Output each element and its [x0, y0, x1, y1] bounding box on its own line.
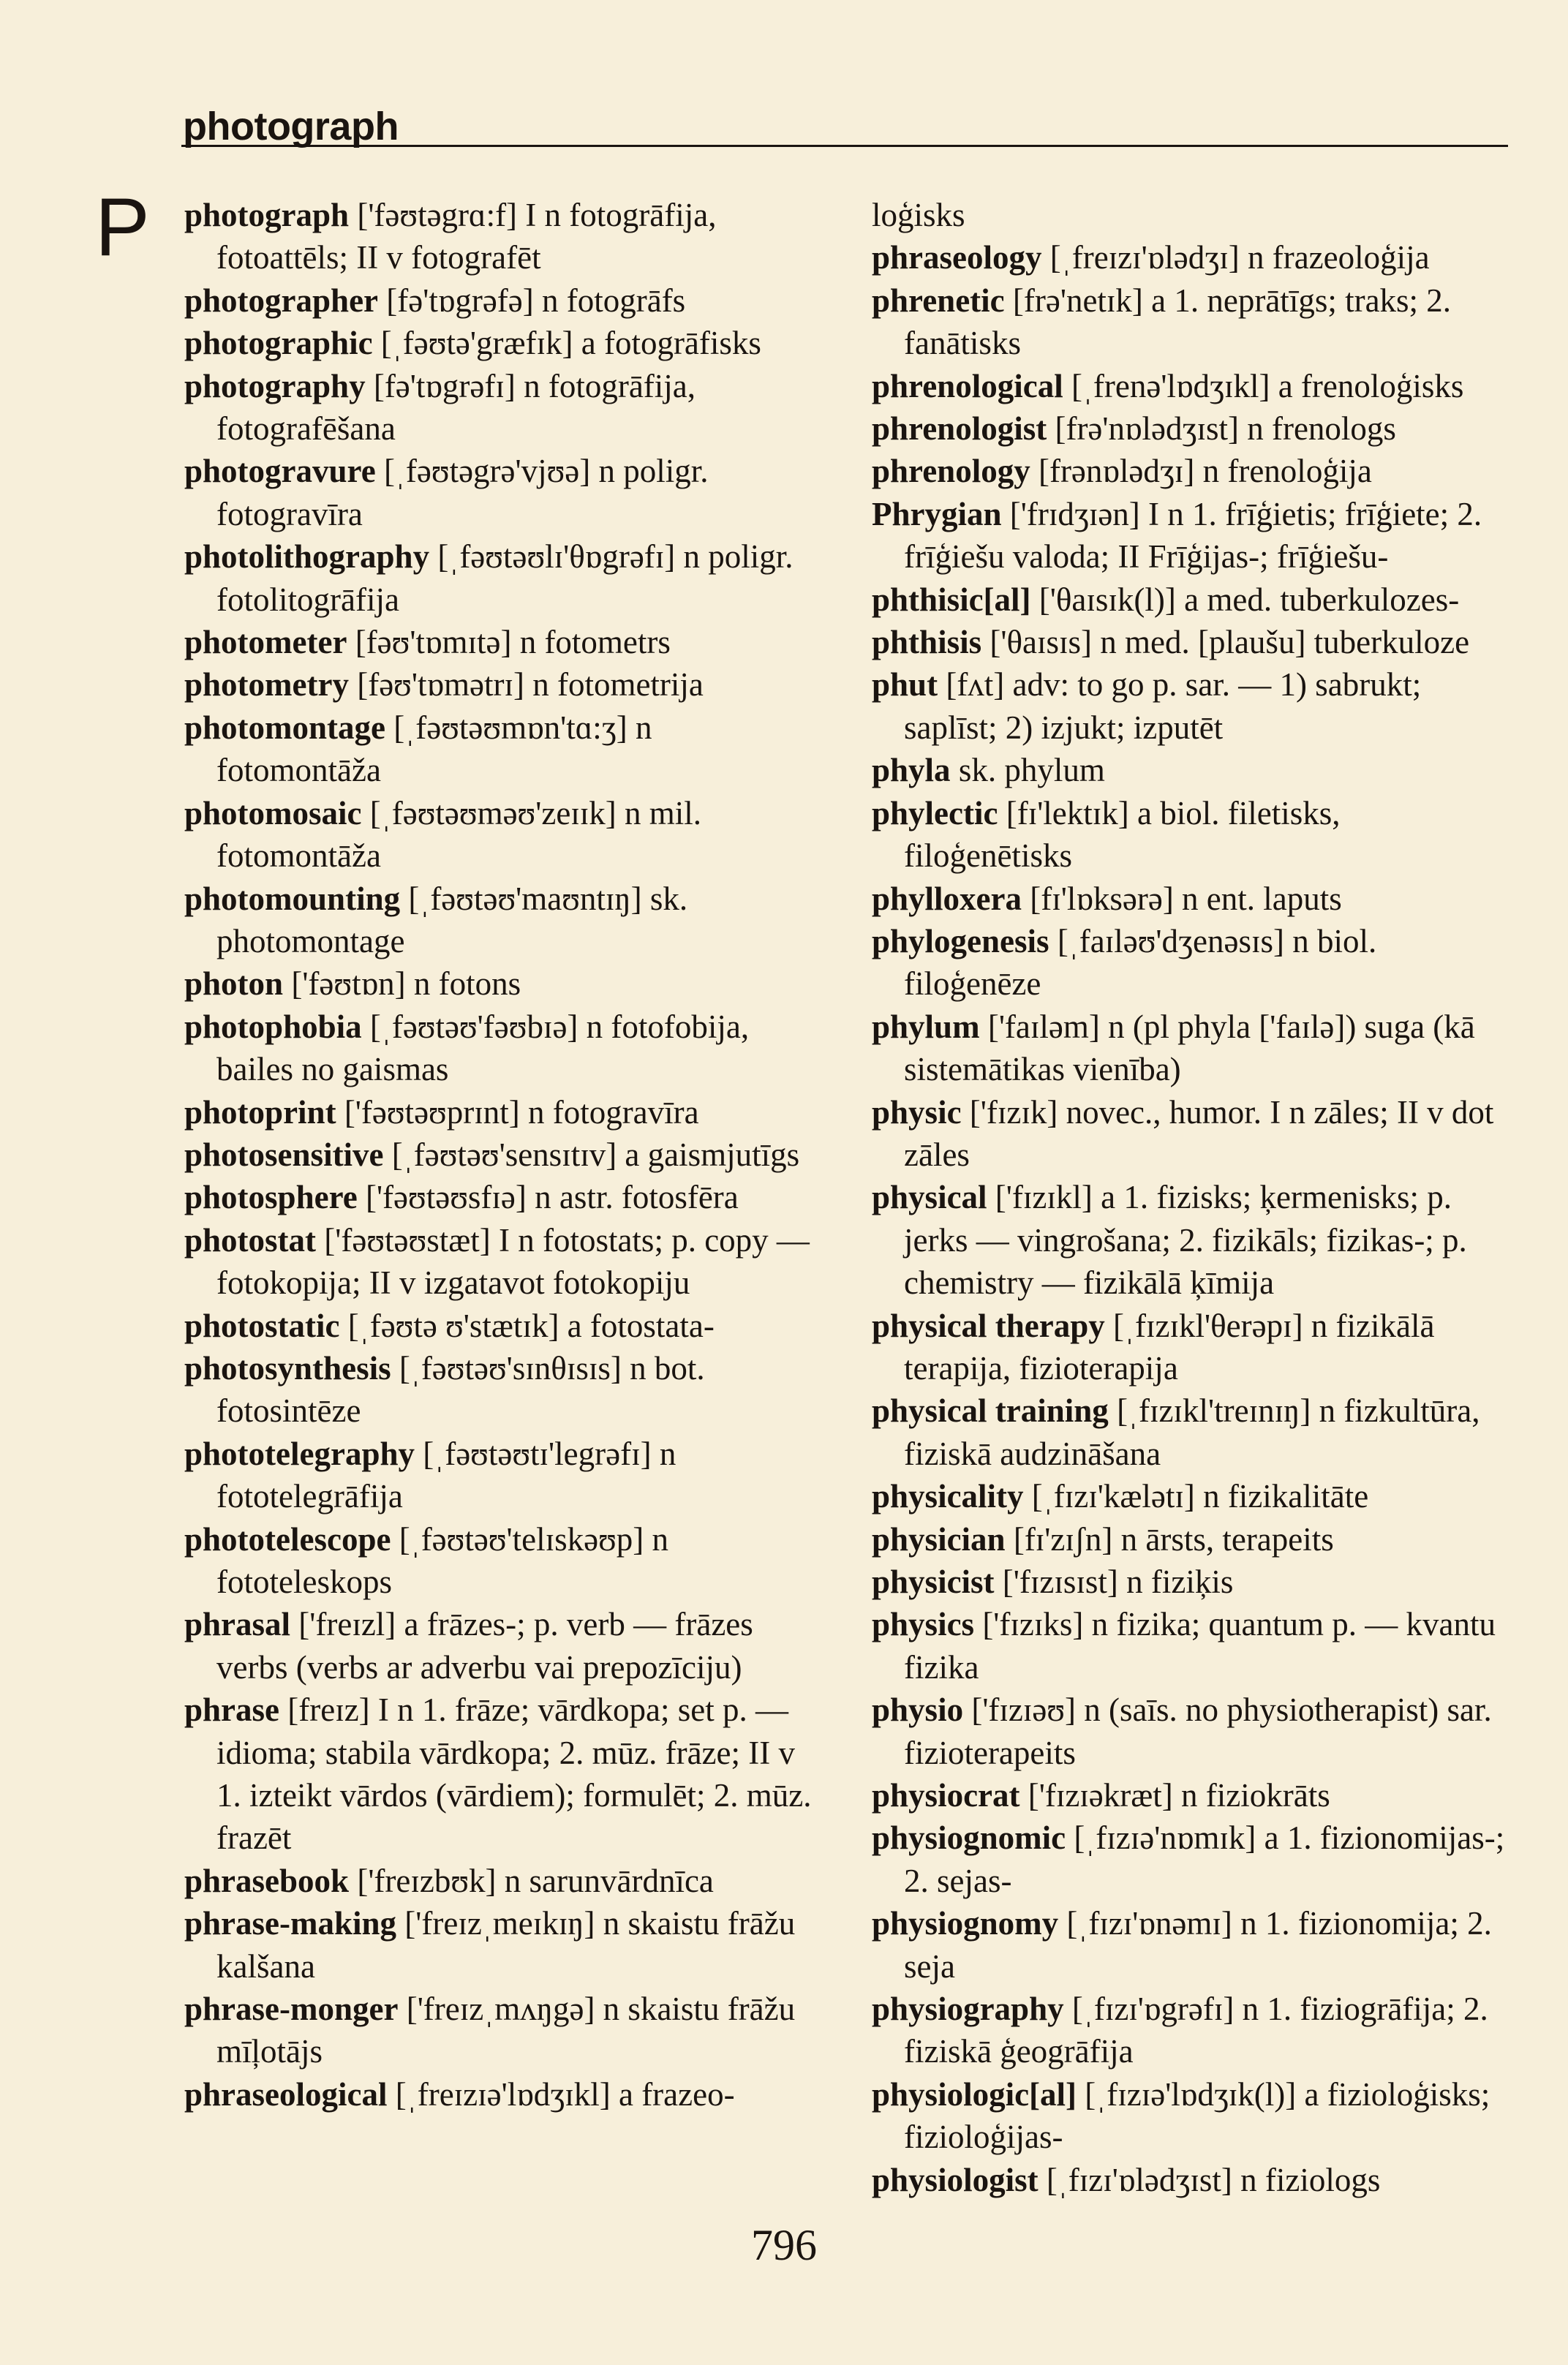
dictionary-entry — [184, 1603, 821, 1689]
entry-headword: physical therapy — [872, 1307, 1105, 1344]
dictionary-entry — [872, 450, 1508, 492]
right-column — [872, 194, 1508, 2201]
entry-headword: photographic — [184, 325, 373, 362]
entry-headword: phrenology — [872, 453, 1030, 490]
dictionary-entry — [872, 1902, 1508, 1988]
entry-definition: ['fəʊtəʊstæt] I n fotostats; p. copy — fotokopija; II v izgatavot fotokopiju — [216, 1221, 810, 1302]
dictionary-entry — [184, 365, 821, 450]
entry-headword: photograph — [184, 197, 350, 233]
dictionary-entry — [184, 535, 821, 621]
entry-definition: [ˌfɪzɪ'kælətɪ] n fizikalitāte — [1031, 1478, 1369, 1515]
entry-definition: [frə'netɪk] a 1. neprātīgs; traks; 2. fanātisks — [904, 282, 1452, 362]
entry-definition: [ˌfrenə'lɒdʒɪkl] a frenoloģisks — [1071, 367, 1464, 404]
entry-definition: ['fɪzɪəkræt] n fiziokrāts — [1028, 1777, 1330, 1814]
entry-headword: photosphere — [184, 1179, 358, 1216]
dictionary-entry — [184, 1091, 821, 1134]
entry-definition: [fɪ'zɪʃn] n ārsts, terapeits — [1013, 1520, 1334, 1558]
entry-headword: physical training — [872, 1392, 1109, 1430]
entry-definition: [ˌfəʊtəʊ'telɪskəʊp] n fototeleskops — [216, 1520, 669, 1600]
entry-headword: physicist — [872, 1564, 995, 1600]
entry-definition: [fɪ'lɒksərə] n ent. laputs — [1030, 880, 1342, 917]
dictionary-entry — [872, 1389, 1508, 1475]
entry-definition: [fə'tɒgrəfə] n fotogrāfs — [386, 282, 686, 319]
entry-definition: sk. phylum — [958, 752, 1105, 789]
dictionary-entry — [184, 1305, 821, 1347]
dictionary-entry — [872, 493, 1508, 578]
header-rule — [181, 145, 1508, 147]
entry-definition: ['fɪzɪəʊ] n (saīs. no physiotherapist) sar. fizioterapeits — [904, 1691, 1492, 1771]
entry-headword: phototelegraphy — [184, 1435, 415, 1472]
dictionary-entry — [872, 1774, 1508, 1817]
entry-headword: physical — [872, 1179, 987, 1216]
dictionary-entry — [872, 663, 1508, 749]
dictionary-entry — [184, 450, 821, 535]
entry-headword: phthisic[al] — [872, 581, 1031, 618]
entry-headword: photon — [184, 965, 284, 1003]
entry-headword: phylogenesis — [872, 922, 1049, 959]
entry-headword: photosynthesis — [184, 1349, 391, 1387]
entry-definition: ['freɪzl] a frāzes-; p. verb — frāzes verbs (verbs ar adverbu vai prepozīciju) — [216, 1606, 753, 1686]
entry-headword: phylloxera — [872, 880, 1022, 917]
entry-headword: physiocrat — [872, 1777, 1020, 1814]
entry-headword: physiologic[al] — [872, 2075, 1077, 2113]
entry-definition: [fəʊ'tɒmɪtə] n fotometrs — [355, 624, 671, 661]
entry-definition: ['θaɪsɪs] n med. [plaušu] tuberkuloze — [990, 624, 1470, 661]
dictionary-entry — [872, 1475, 1508, 1517]
dictionary-entry — [872, 792, 1508, 878]
entry-headword: photogravure — [184, 453, 376, 490]
dictionary-entry — [184, 194, 821, 279]
entry-headword: Phrygian — [872, 495, 1002, 532]
section-letter: P — [95, 181, 150, 273]
entry-definition: [ˌfəʊtəʊtɪ'legrəfɪ] n fototelegrāfija — [216, 1435, 676, 1515]
entry-definition: [ˌfəʊtə ʊ'stætɪk] a fotostata- — [347, 1307, 715, 1344]
entry-headword: phylum — [872, 1008, 980, 1045]
entry-definition: [ˌfɪzɪkl'treɪnɪŋ] n fizkultūra, fiziskā audzināšana — [904, 1392, 1480, 1472]
dictionary-entry — [184, 1176, 821, 1218]
dictionary-entry — [872, 1091, 1508, 1177]
entry-definition: [ˌfəʊtəʊmɒn'tɑ:ʒ] n fotomontāža — [216, 709, 652, 789]
entry-headword: phraseology — [872, 239, 1042, 276]
dictionary-entry — [184, 663, 821, 706]
entry-headword: phut — [872, 666, 938, 704]
dictionary-entry — [184, 1134, 821, 1176]
entry-headword: phthisis — [872, 624, 982, 661]
entry-definition: [ˌfəʊtəʊ'fəʊbɪə] n fotofobija, bailes no gaismas — [216, 1008, 750, 1088]
dictionary-entry — [872, 578, 1508, 621]
dictionary-entry — [872, 1988, 1508, 2073]
dictionary-entry — [872, 2073, 1508, 2159]
left-column — [184, 194, 821, 2116]
dictionary-entry — [184, 322, 821, 364]
entry-definition: [ˌfaɪləʊ'dʒenəsɪs] n biol. filoģenēze — [904, 922, 1377, 1003]
entry-headword: photomontage — [184, 709, 386, 746]
entry-headword: photosensitive — [184, 1136, 384, 1173]
entry-definition: ['freɪzˌmʌŋgə] n skaistu frāžu mīļotājs — [216, 1991, 796, 2070]
entry-headword: physicality — [872, 1478, 1024, 1515]
entry-headword: photolithography — [184, 538, 430, 576]
entry-definition: ['fɪzɪkl] a 1. fizisks; ķermenisks; p. jerks — vingrošana; 2. fizikāls; fizikas-; p. chemistry — fizikālā ķīmija — [904, 1179, 1467, 1302]
entry-definition: ['freɪzˌmeɪkɪŋ] n skaistu frāžu kalšana — [216, 1905, 796, 1985]
entry-definition: ['freɪzbʊk] n sarunvārdnīca — [357, 1862, 714, 1899]
entry-headword: physic — [872, 1093, 962, 1131]
entry-definition: ['frɪdʒɪən] I n 1. frīģietis; frīģiete; 2. frīģiešu valoda; II Frīģijas-; frīģiešu- — [904, 495, 1482, 576]
entry-headword: photostat — [184, 1221, 317, 1259]
dictionary-entry — [872, 1603, 1508, 1689]
entry-headword: phototelescope — [184, 1520, 391, 1558]
entry-headword: photometry — [184, 666, 349, 704]
entry-headword: photographer — [184, 282, 379, 319]
entry-definition: ['faɪləm] n (pl phyla ['faɪlə]) suga (kā sistemātikas vienība) — [904, 1008, 1475, 1088]
dictionary-entry — [184, 1219, 821, 1305]
dictionary-entry — [184, 621, 821, 663]
entry-definition: [ˌfəʊtəʊməʊ'zeɪɪk] n mil. fotomontāža — [216, 794, 702, 875]
entry-definition: [ˌfəʊtəʊ'sɪnθɪsɪs] n bot. fotosintēze — [216, 1349, 705, 1430]
entry-definition: [fɪ'lektɪk] a biol. filetisks, filoģenētisks — [904, 794, 1341, 875]
dictionary-entry — [184, 1860, 821, 1902]
entry-definition: ['fɪzɪk] novec., humor. I n zāles; II v dot zāles — [904, 1093, 1494, 1173]
dictionary-entry — [872, 1817, 1508, 1902]
dictionary-entry — [872, 878, 1508, 920]
entry-headword: photomosaic — [184, 794, 362, 831]
dictionary-entry — [184, 2073, 821, 2116]
dictionary-entry — [184, 1518, 821, 1604]
entry-headword: physiognomy — [872, 1905, 1059, 1942]
dictionary-entry — [872, 407, 1508, 450]
entry-headword: phrase — [184, 1691, 280, 1729]
entry-definition: [fəʊ'tɒmətrɪ] n fotometrija — [357, 666, 704, 704]
entry-headword: photomounting — [184, 880, 401, 917]
entry-definition: ['fɪzɪks] n fizika; quantum p. — kvantu fizika — [904, 1606, 1496, 1686]
dictionary-entry — [184, 1347, 821, 1433]
entry-headword: physiography — [872, 1991, 1064, 2028]
entry-headword: phrasal — [184, 1606, 291, 1643]
entry-definition: ['fəʊtəʊsfɪə] n astr. fotosfēra — [365, 1179, 739, 1216]
entry-definition: ['θaɪsɪk(l)] a med. tuberkulozes- — [1039, 581, 1460, 618]
entry-headword: phrenetic — [872, 282, 1005, 319]
entry-headword: photography — [184, 367, 366, 404]
entry-headword: photophobia — [184, 1008, 362, 1045]
entry-definition: ['fəʊtəgrɑ:f] I n fotogrāfija, fotoattēls; II v fotografēt — [216, 197, 717, 276]
entry-definition: ['fɪzɪsɪst] n fiziķis — [1002, 1564, 1234, 1600]
entry-definition: loģisks — [872, 197, 965, 233]
entry-headword: physio — [872, 1691, 964, 1729]
dictionary-entry — [184, 962, 821, 1005]
dictionary-entry — [872, 1561, 1508, 1603]
dictionary-entry — [184, 792, 821, 878]
entry-headword: phraseological — [184, 2075, 388, 2113]
dictionary-entry — [872, 194, 1508, 236]
dictionary-entry — [872, 279, 1508, 365]
entry-headword: phylectic — [872, 794, 998, 831]
entry-definition: [ˌfəʊtəgrə'vjʊə] n poligr. fotogravīra — [216, 453, 709, 532]
entry-definition: [ˌfreɪzɪ'ɒlədʒɪ] n frazeoloģija — [1049, 239, 1430, 276]
dictionary-entry — [184, 1988, 821, 2073]
entry-headword: physiologist — [872, 2161, 1039, 2198]
entry-definition: [ˌfəʊtəʊ'maʊntɪŋ] sk. photomontage — [216, 880, 688, 959]
dictionary-entry — [184, 1902, 821, 1988]
dictionary-entry — [872, 1305, 1508, 1390]
entry-definition: [ˌfəʊtə'græfɪk] a fotogrāfisks — [380, 325, 761, 362]
entry-definition: [ˌfəʊtəʊ'sensɪtɪv] a gaismjutīgs — [391, 1136, 800, 1173]
entry-headword: phrase-making — [184, 1905, 397, 1942]
entry-definition: [ˌfɪzɪ'ɒlədʒɪst] n fiziologs — [1046, 2161, 1381, 2198]
dictionary-entry — [872, 1176, 1508, 1304]
dictionary-entry — [872, 365, 1508, 407]
dictionary-entry — [184, 279, 821, 322]
entry-headword: photostatic — [184, 1307, 340, 1344]
dictionary-entry — [184, 1433, 821, 1518]
entry-definition: [ˌfɪzɪ'ɒnəmɪ] n 1. fizionomija; 2. seja — [904, 1905, 1492, 1985]
entry-definition: [freɪz] I n 1. frāze; vārdkopa; set p. — idioma; stabila vārdkopa; 2. mūz. frāze; II v 1. izteikt vārdos (vārdiem); formulēt; 2. mūz. frazēt — [216, 1691, 812, 1857]
entry-headword: physics — [872, 1606, 975, 1643]
dictionary-entry — [872, 236, 1508, 279]
entry-definition: ['fəʊtəʊprɪnt] n fotogravīra — [344, 1093, 699, 1131]
dictionary-entry — [184, 878, 821, 963]
dictionary-entry — [184, 1006, 821, 1091]
entry-headword: physician — [872, 1520, 1006, 1558]
dictionary-entry — [872, 920, 1508, 1006]
page-number: 796 — [751, 2221, 817, 2269]
dictionary-entry — [872, 621, 1508, 663]
entry-headword: phrasebook — [184, 1862, 350, 1899]
entry-definition: ['fəʊtɒn] n fotons — [291, 965, 521, 1003]
entry-definition: [ˌfɪzɪə'lɒdʒɪk(l)] a fizioloģisks; fizioloģijas- — [904, 2075, 1490, 2156]
dictionary-entry — [872, 1006, 1508, 1091]
entry-definition: [frə'nɒlədʒɪst] n frenologs — [1055, 410, 1396, 448]
entry-headword: phyla — [872, 752, 951, 789]
dictionary-entry — [872, 749, 1508, 791]
entry-headword: physiognomic — [872, 1819, 1066, 1857]
entry-headword: phrenologist — [872, 410, 1047, 448]
entry-definition: [ˌfɪzɪə'nɒmɪk] a 1. fizionomijas-; 2. sejas- — [904, 1819, 1505, 1899]
entry-headword: phrenological — [872, 367, 1063, 404]
entry-definition: [frənɒlədʒɪ] n frenoloģija — [1038, 453, 1372, 490]
dictionary-entry — [872, 1518, 1508, 1561]
entry-definition: [fə'tɒgrəfɪ] n fotogrāfija, fotografēšana — [216, 367, 696, 448]
entry-headword: phrase-monger — [184, 1991, 399, 2028]
dictionary-entry — [872, 1689, 1508, 1774]
entry-definition: [fʌt] adv: to go p. sar. — 1) sabrukt; saplīst; 2) izjukt; izputēt — [904, 666, 1422, 746]
entry-definition: [ˌfreɪzɪə'lɒdʒɪkl] a frazeo- — [395, 2075, 735, 2113]
running-head: photograph — [183, 105, 399, 148]
entry-definition: [ˌfɪzɪkl'θerəpɪ] n fizikālā terapija, fizioterapija — [904, 1307, 1435, 1387]
entry-headword: photometer — [184, 624, 347, 661]
entry-headword: photoprint — [184, 1093, 336, 1131]
entry-definition: [ˌfəʊtəʊlɪ'θɒgrəfɪ] n poligr. fotolitogrāfija — [216, 538, 794, 618]
dictionary-entry — [184, 1689, 821, 1860]
dictionary-entry — [872, 2159, 1508, 2201]
dictionary-entry — [184, 706, 821, 792]
entry-definition: [ˌfɪzɪ'ɒgrəfɪ] n 1. fiziogrāfija; 2. fiziskā ģeogrāfija — [904, 1991, 1488, 2070]
